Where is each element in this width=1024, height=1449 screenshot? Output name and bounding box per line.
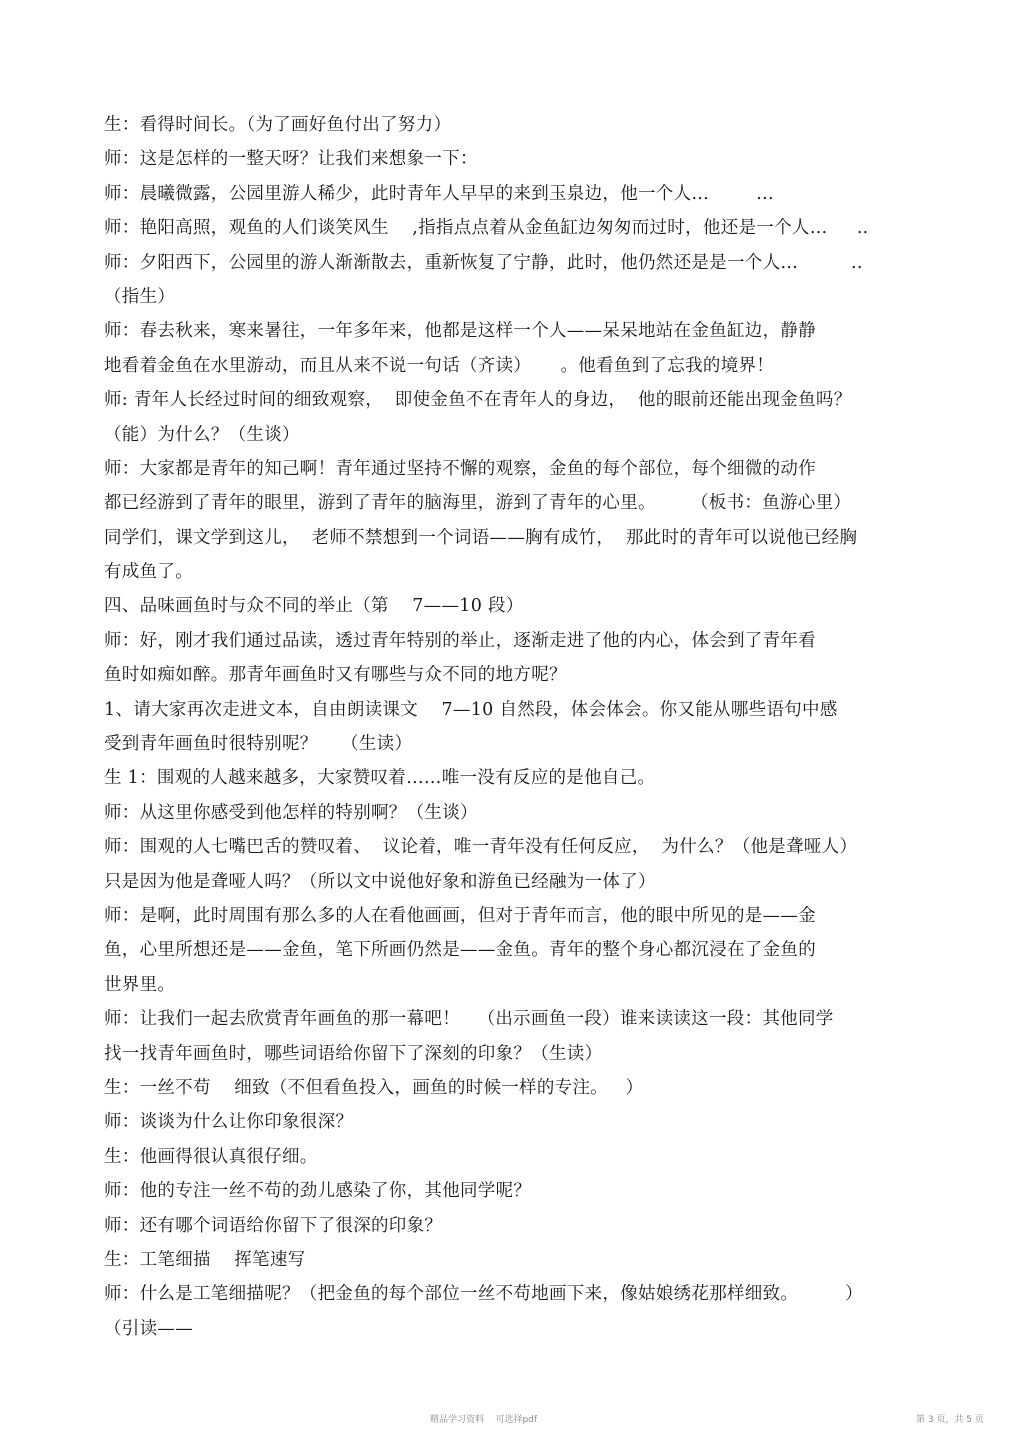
text-line: 师：谈谈为什么让你印象很深？ <box>104 1112 354 1133</box>
text-line: 师：是啊，此时周围有那么多的人在看他画画，但对于青年而言，他的眼中所见的是——金 <box>104 905 816 926</box>
text-line: 师：从这里你感受到他怎样的特别啊？（生谈） <box>104 802 478 823</box>
text-line: 师：晨曦微露，公园里游人稀少，此时青年人早早的来到玉泉边，他一个人… … <box>104 183 774 204</box>
text-line: 师：好，刚才我们通过品读，透过青年特别的举止，逐渐走进了他的内心，体会到了青年看 <box>104 630 816 651</box>
text-line: 都已经游到了青年的眼里，游到了青年的脑海里，游到了青年的心里。 （板书：鱼游心里） <box>104 493 852 514</box>
text-line: 只是因为他是聋哑人吗？（所以文中说他好象和游鱼已经融为一体了） <box>104 871 656 892</box>
text-line: 师：还有哪个词语给你留下了很深的印象？ <box>104 1215 443 1236</box>
text-line: 师：让我们一起去欣赏青年画鱼的那一幕吧！ （出示画鱼一段）谁来读读这一段：其他同学 <box>104 1009 834 1030</box>
text-line: 四、品味画鱼时与众不同的举止（第 7——10 段） <box>104 596 524 617</box>
footer-watermark: 精品学习资料 可选择pdf <box>430 1415 538 1425</box>
page-number: 第 3 页，共 5 页 <box>916 1415 984 1425</box>
text-line: 师：大家都是青年的知己啊！青年通过坚持不懈的观察，金鱼的每个部位，每个细微的动作 <box>104 458 816 479</box>
text-line: （能）为什么？（生谈） <box>104 424 300 445</box>
text-line: 生：他画得很认真很仔细。 <box>104 1146 318 1167</box>
text-line: 同学们，课文学到这儿， 老师不禁想到一个词语——胸有成竹， 那此时的青年可以说他已经胸 <box>104 527 858 548</box>
text-line: 师：夕阳西下，公园里的游人渐渐散去，重新恢复了宁静，此时，他仍然还是是一个人… .. <box>104 252 863 273</box>
text-line: 生：工笔细描 挥笔速写 <box>104 1249 306 1270</box>
text-line: 师：春去秋来，寒来暑往，一年多年来，他都是这样一个人——呆呆地站在金鱼缸边，静静 <box>104 321 816 342</box>
text-line: 鱼，心里所想还是——金鱼，笔下所画仍然是——金鱼。青年的整个身心都沉浸在了金鱼的 <box>104 940 816 961</box>
text-line: （引读—— <box>104 1318 193 1339</box>
text-line: 生：看得时间长。（为了画好鱼付出了努力） <box>104 115 452 135</box>
text-line: 1、请大家再次走进文本，自由朗读课文 7—10 自然段，体会体会。你又能从哪些语句中感 <box>104 699 838 720</box>
text-line: 生：一丝不苟 细致（不但看鱼投入，画鱼的时候一样的专注。 ） <box>104 1077 644 1098</box>
text-line: 找一找青年画鱼时，哪些词语给你留下了深刻的印象？（生读） <box>104 1043 603 1064</box>
text-line: 师: 青年人长经过时间的细致观察， 即使金鱼不在青年人的身边， 他的眼前还能出现金鱼吗？ <box>104 390 852 411</box>
text-line: 生 1：围观的人越来越多，大家赞叹着……唯一没有反应的是他自己。 <box>104 768 656 789</box>
text-line: 地看着金鱼在水里游动，而且从来不说一句话（齐读） 。他看鱼到了忘我的境界！ <box>104 355 775 376</box>
text-line: 有成鱼了。 <box>104 562 193 583</box>
text-line: 师：什么是工笔细描呢？（把金鱼的每个部位一丝不苟地画下来，像姑娘绣花那样细致。 ） <box>104 1284 863 1305</box>
document-body <box>104 108 934 1346</box>
text-line: （指生） <box>104 286 176 307</box>
text-line: 师：他的专注一丝不苟的劲儿感染了你，其他同学呢？ <box>104 1181 532 1202</box>
text-line: 世界里。 <box>104 974 176 995</box>
text-line: 师：围观的人七嘴巴舌的赞叹着、 议论着，唯一青年没有任何反应， 为什么？（他是聋哑人） <box>104 837 858 858</box>
text-line: 受到青年画鱼时很特别呢？ （生读） <box>104 734 413 755</box>
text-line: 师：这是怎样的一整天呀？让我们来想象一下： <box>104 149 478 170</box>
text-line: 鱼时如痴如醉。那青年画鱼时又有哪些与众不同的地方呢？ <box>104 665 567 686</box>
text-line: 师：艳阳高照，观鱼的人们谈笑风生 ,指指点点着从金鱼缸边匆匆而过时，他还是一个人… .. <box>104 218 869 239</box>
